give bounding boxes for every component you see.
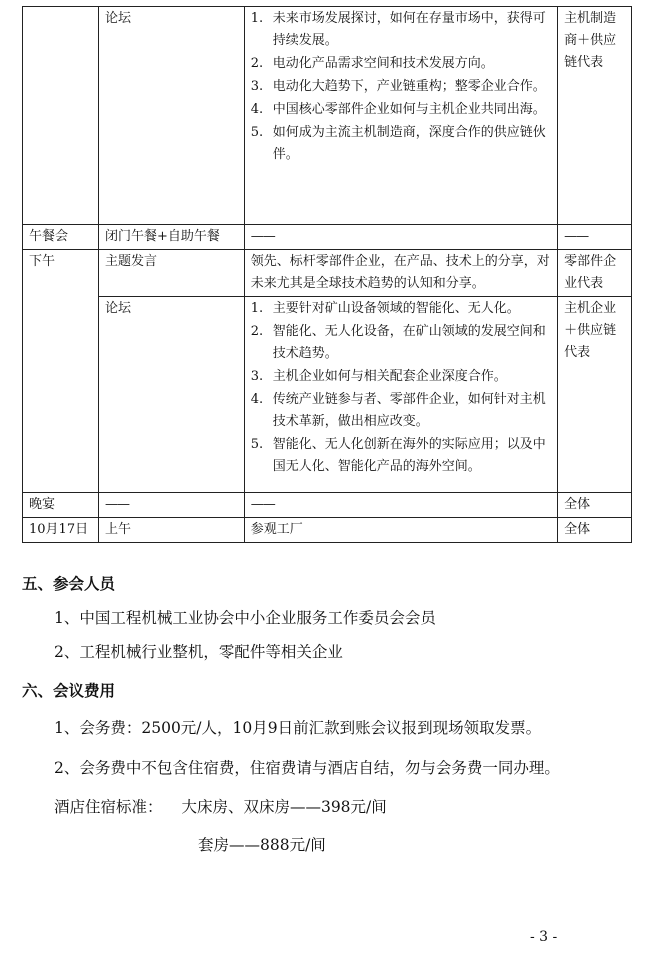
table-row — [23, 225, 632, 250]
time-cell: 下午 — [23, 250, 99, 493]
list-text: 智能化、无人化设备，在矿山领域的发展空间和技术趋势。 — [272, 324, 546, 361]
forum-topics-cell — [244, 7, 557, 225]
fee-paragraph: 2、会务费中不包含住宿费，住宿费请与酒店自结，勿与会务费一同办理。 — [54, 759, 560, 777]
page-number: - 3 - — [530, 929, 558, 945]
forum-topic-list — [251, 298, 551, 478]
content-cell: 参观工厂 — [244, 518, 557, 543]
session-type-cell: —— — [98, 493, 244, 518]
list-number: 1. — [250, 11, 264, 26]
table-row — [23, 297, 632, 493]
list-item — [251, 53, 551, 75]
list-number: 3. — [250, 369, 264, 384]
list-number: 2. — [250, 324, 264, 339]
audience-cell: 零部件企业代表 — [558, 250, 632, 297]
table-row — [23, 7, 632, 225]
hotel-label: 酒店住宿标准： — [54, 798, 163, 816]
list-item — [251, 389, 551, 433]
list-text: 如何成为主流主机制造商，深度合作的供应链伙伴。 — [272, 125, 546, 162]
list-number: 4. — [250, 102, 264, 117]
list-item — [251, 99, 551, 121]
list-number: 5. — [250, 437, 264, 452]
list-item — [251, 298, 551, 320]
audience-cell: 主机制造商＋供应链代表 — [558, 7, 632, 225]
session-type-cell: 主题发言 — [98, 250, 244, 297]
list-text: 主机企业如何与相关配套企业深度合作。 — [272, 369, 507, 384]
content-cell: —— — [244, 493, 557, 518]
list-number: 2. — [250, 56, 264, 71]
hotel-standard — [22, 794, 632, 820]
list-text: 智能化、无人化创新在海外的实际应用；以及中国无人化、智能化产品的海外空间。 — [272, 437, 546, 474]
list-number: 3. — [250, 79, 264, 94]
list-number: 1. — [250, 301, 264, 316]
list-text: 电动化产品需求空间和技术发展方向。 — [272, 56, 494, 71]
list-number: 4. — [250, 392, 264, 407]
hotel-rate: 大床房、双床房——398元/间 — [181, 798, 387, 816]
list-text: 主要针对矿山设备领域的智能化、无人化。 — [272, 301, 520, 316]
list-text: 中国核心零部件企业如何与主机企业共同出海。 — [272, 102, 546, 117]
table-row — [23, 493, 632, 518]
list-item: 1、中国工程机械工业协会中小企业服务工作委员会会员 — [54, 609, 436, 627]
list-text: 电动化大趋势下，产业链重构；整零企业合作。 — [272, 79, 546, 94]
schedule-table — [22, 6, 632, 543]
list-text: 未来市场发展探讨，如何在存量市场中，获得可持续发展。 — [272, 11, 546, 48]
list-item — [251, 76, 551, 98]
time-cell: 午餐会 — [23, 225, 99, 250]
audience-cell: 全体 — [558, 518, 632, 543]
list-number: 5. — [250, 125, 264, 140]
fee-paragraph: 1、会务费：2500元/人，10月9日前汇款到账会议报到现场领取发票。 — [54, 719, 542, 737]
list-item — [251, 366, 551, 388]
audience-cell: 全体 — [558, 493, 632, 518]
forum-topics-cell — [244, 297, 557, 493]
section-heading: 五、参会人员 — [22, 574, 116, 593]
session-type-cell: 上午 — [98, 518, 244, 543]
time-cell: 10月17日 — [23, 518, 99, 543]
list-item — [251, 321, 551, 365]
section-heading: 六、会议费用 — [22, 681, 116, 700]
fees-section — [22, 678, 632, 858]
table-row — [23, 518, 632, 543]
content-cell: —— — [244, 225, 557, 250]
session-type-cell: 论坛 — [98, 297, 244, 493]
list-item — [251, 122, 551, 166]
content-cell: 领先、标杆零部件企业，在产品、技术上的分享，对未来尤其是全球技术趋势的认知和分享。 — [244, 250, 557, 297]
list-text: 传统产业链参与者、零部件企业，如何针对主机技术革新，做出相应改变。 — [272, 392, 546, 429]
time-cell: 晚宴 — [23, 493, 99, 518]
audience-cell: 主机企业＋供应链代表 — [558, 297, 632, 493]
table-row — [23, 250, 632, 297]
list-item — [251, 8, 551, 52]
time-cell — [23, 7, 99, 225]
forum-topic-list — [251, 8, 551, 166]
list-item: 2、工程机械行业整机，零配件等相关企业 — [54, 643, 343, 661]
hotel-rate: 套房——888元/间 — [198, 836, 326, 854]
session-type-cell: 闭门午餐+自助午餐 — [98, 225, 244, 250]
audience-cell: —— — [558, 225, 632, 250]
session-type-cell: 论坛 — [98, 7, 244, 225]
attendees-section — [22, 571, 632, 665]
list-item — [251, 434, 551, 478]
